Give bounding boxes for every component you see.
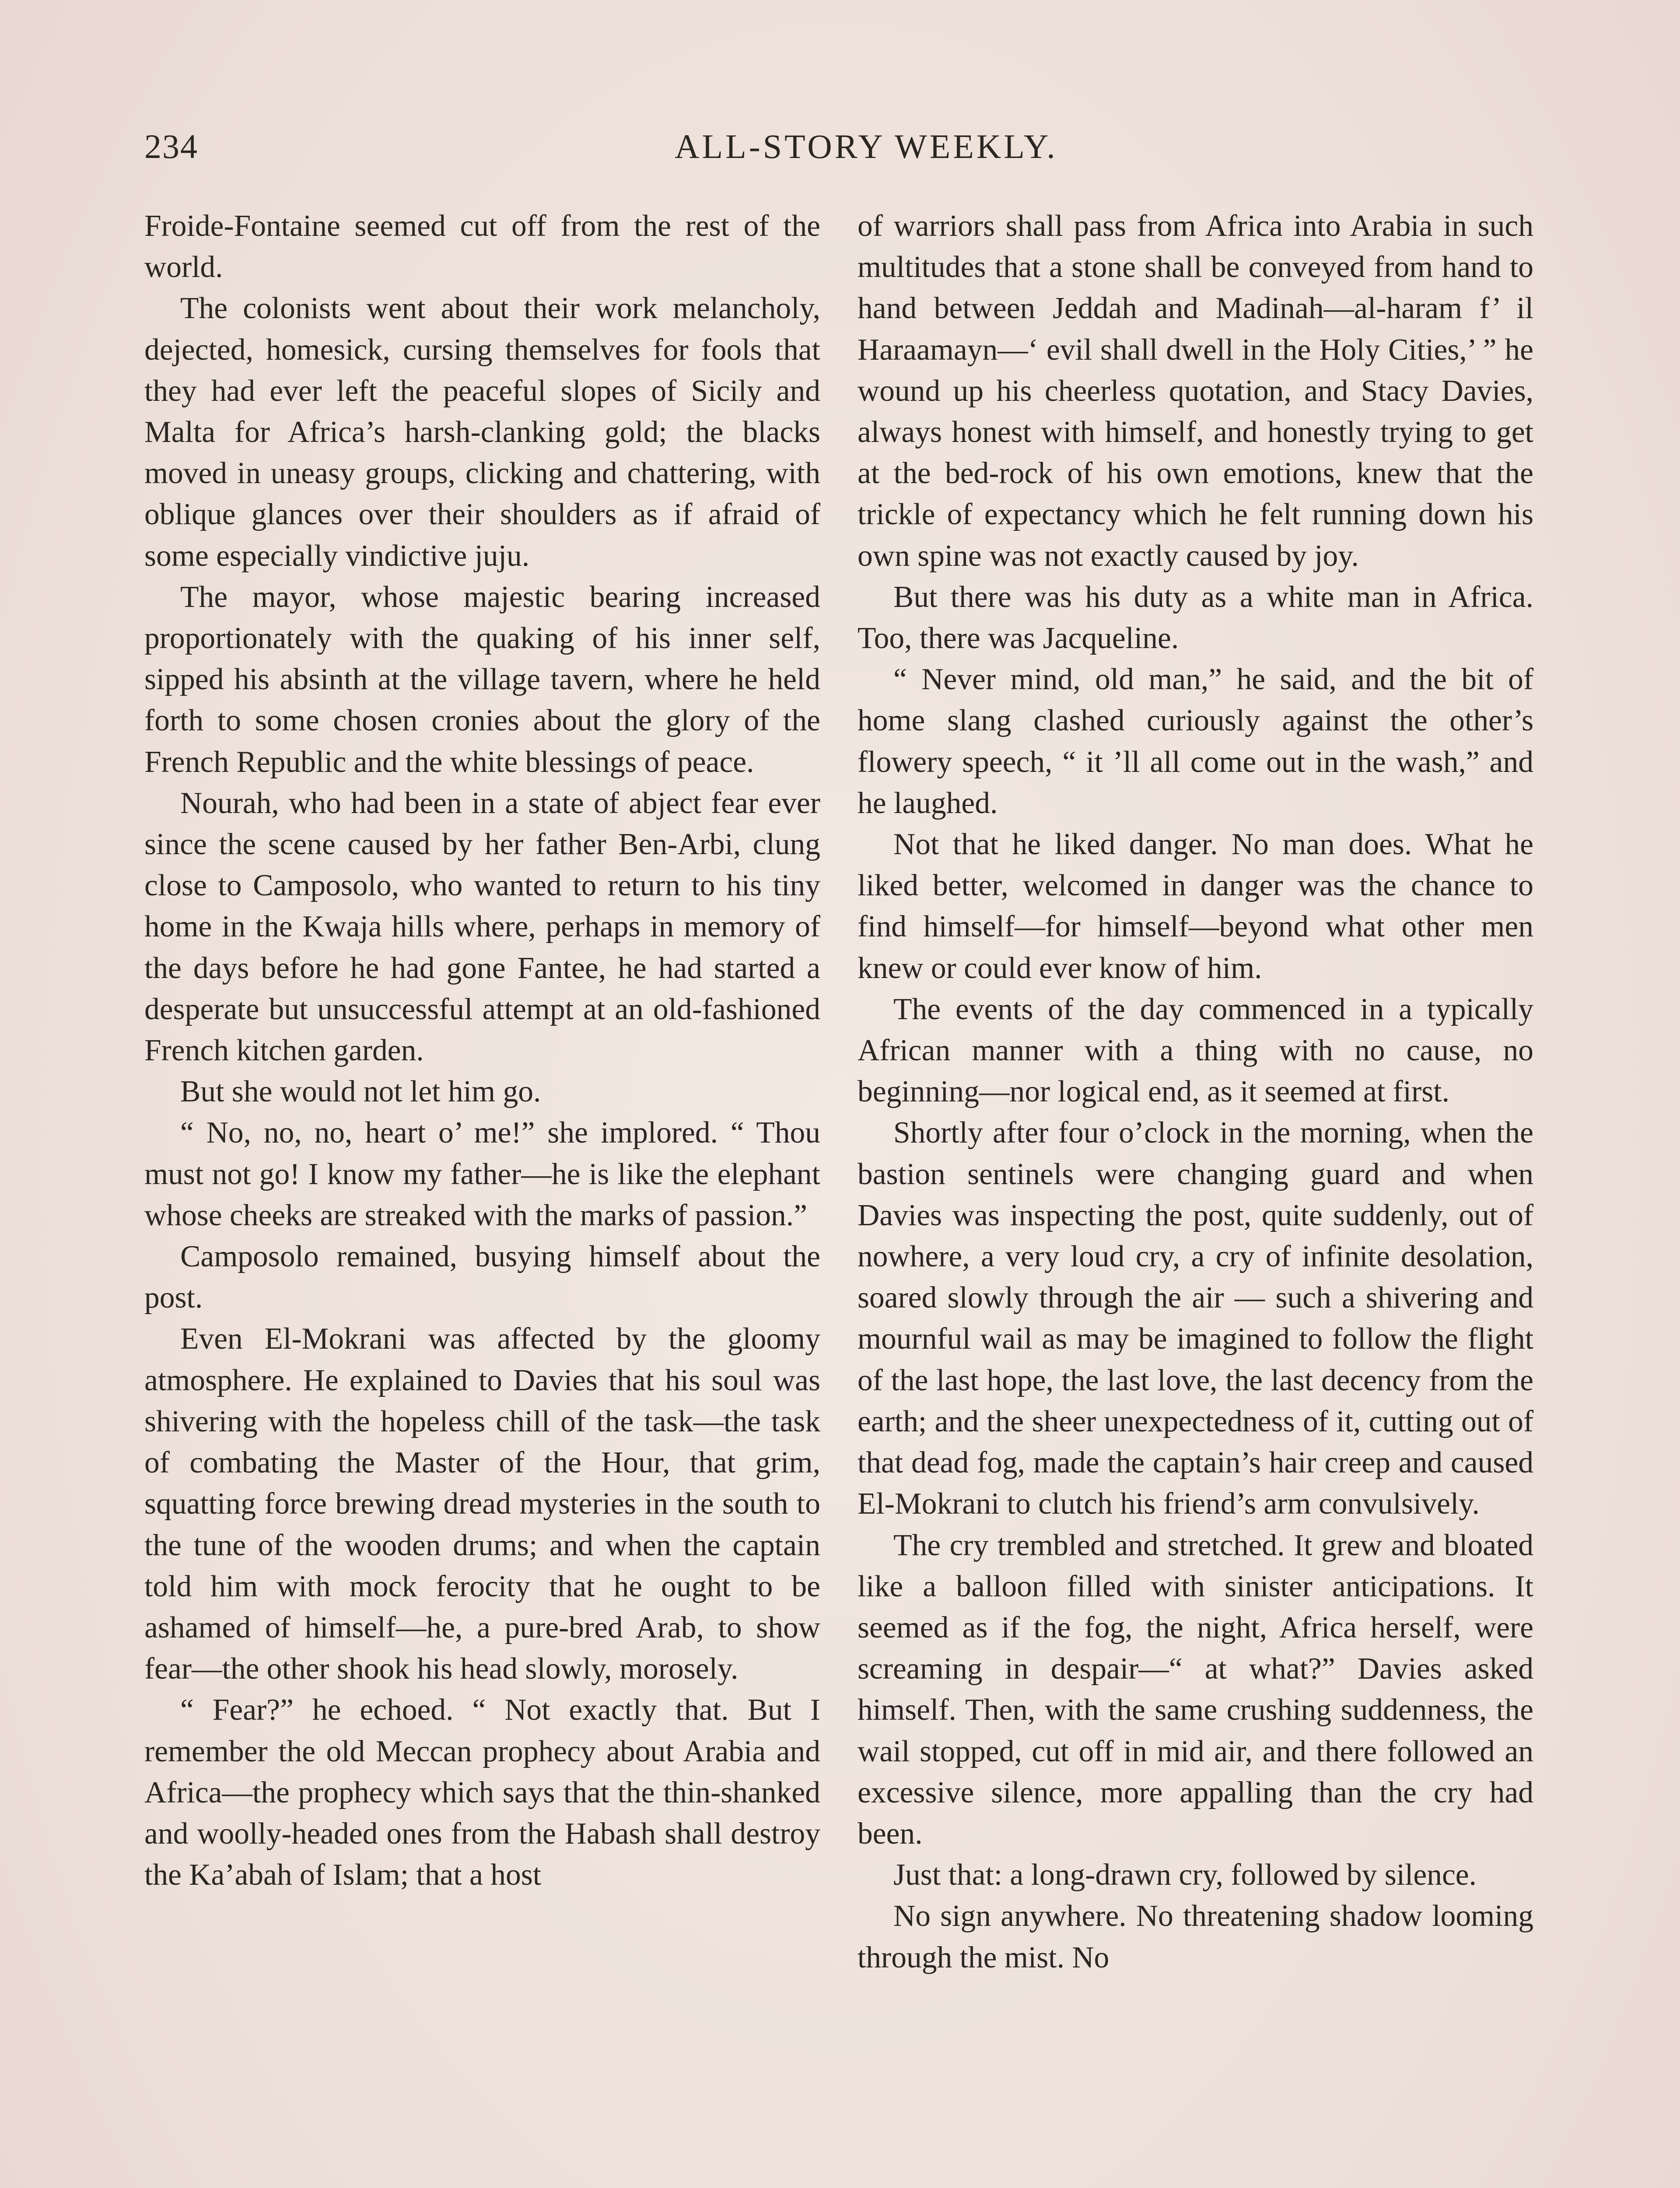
paragraph: No sign anywhere. No threatening shadow looming through the mist. No (858, 1899, 1533, 1974)
paragraph: Just that: a long-drawn cry, followed by silence. (893, 1858, 1477, 1892)
paragraph: Even El-Mokrani was affected by the gloomy atmosphere. He explained to Davies that his soul was shivering with the hopeless chill of the task—the task of combating the Master of the Hour, that grim, squatting force brewing dread mysteries in the south to the tune of the wooden drums; and when the captain told him with mock ferocity that he ought to be ashamed of himself—he, a pure-bred Arab, to show fear—the other shook his head slowly, morosely. (144, 1322, 820, 1686)
paragraph: The events of the day commenced in a typically African manner with a thing with no cause, no beginning—nor logical end, as it seemed at first. (858, 992, 1533, 1109)
paragraph: The cry trembled and stretched. It grew and bloated like a balloon filled with sinister anticipations. It seemed as if the fog, the night, Africa herself, were screaming in despair—“ at what?” Davies asked himself. Then, with the same crushing suddenness, the wail stopped, cut off in mid air, and there followed an excessive silence, more appalling than the cry had been. (858, 1528, 1533, 1851)
right-column (858, 206, 1533, 1978)
paragraph: But there was his duty as a white man in Africa. Too, there was Jacqueline. (858, 580, 1533, 656)
paragraph: Not that he liked danger. No man does. What he liked better, welcomed in danger was the chance to find himself—for himself—beyond what other men knew or could ever know of him. (858, 828, 1533, 985)
paragraph: But she would not let him go. (180, 1075, 541, 1109)
paragraph: of warriors shall pass from Africa into Arabia in such multitudes that a stone shall be conveyed from hand to hand between Jeddah and Madinah—al-haram f’ il Haraamayn—‘ evil shall dwell in the Holy Cities,’ ” he wound up his cheerless quotation, and Stacy Davies, always honest with himself, and honestly trying to get at the bed-rock of his own emotions, knew that the trickle of expectancy which he felt running down his own spine was not exactly caused by joy. (858, 209, 1533, 573)
paragraph: “ Never mind, old man,” he said, and the bit of home slang clashed curiously against the other’s flowery speech, “ it ’ll all come out in the wash,” and he laughed. (858, 663, 1533, 820)
left-column (144, 206, 820, 1896)
page-number: 234 (144, 127, 198, 165)
paragraph: Shortly after four o’clock in the morning, when the bastion sentinels were changing guard and when Davies was inspecting the post, quite suddenly, out of nowhere, a very loud cry, a cry of infinite desolation, soared slowly through the air — such a shivering and mournful wail as may be imagined to follow the flight of the last hope, the last love, the last decency from the earth; and the sheer unexpectedness of it, cutting out of that dead fog, made the captain’s hair creep and caused El-Mokrani to clutch his friend’s arm convulsively. (858, 1116, 1533, 1521)
paragraph: “ No, no, no, heart o’ me!” she implored. “ Thou must not go! I know my father—he is like the elephant whose cheeks are streaked with the marks of passion.” (144, 1116, 820, 1232)
running-head (144, 127, 1536, 179)
magazine-title: ALL-STORY WEEKLY. (675, 127, 1058, 165)
paragraph: Camposolo remained, busying himself about the post. (144, 1240, 820, 1315)
paragraph: “ Fear?” he echoed. “ Not exactly that. But I remember the old Meccan prophecy about Arabia and Africa—the prophecy which says that the thin-shanked and woolly-headed ones from the Habash shall destroy the Ka’abah of Islam; that a host (144, 1693, 820, 1892)
paragraph: Nourah, who had been in a state of abject fear ever since the scene caused by her father Ben-Arbi, clung close to Camposolo, who wanted to return to his tiny home in the Kwaja hills where, perhaps in memory of the days before he had gone Fantee, he had started a desperate but unsuccessful attempt at an old-fashioned French kitchen garden. (144, 786, 820, 1068)
paragraph: The mayor, whose majestic bearing increased proportionately with the quaking of his inner self, sipped his absinth at the village tavern, where he held forth to some chosen cronies about the glory of the French Republic and the white blessings of peace. (144, 580, 820, 779)
paragraph: Froide-Fontaine seemed cut off from the rest of the world. (144, 209, 820, 284)
paragraph: The colonists went about their work melancholy, dejected, homesick, cursing themselves for fools that they had ever left the peaceful slopes of Sicily and Malta for Africa’s harsh-clanking gold; the blacks moved in uneasy groups, clicking and chattering, with oblique glances over their shoulders as if afraid of some especially vindictive juju. (144, 291, 820, 573)
